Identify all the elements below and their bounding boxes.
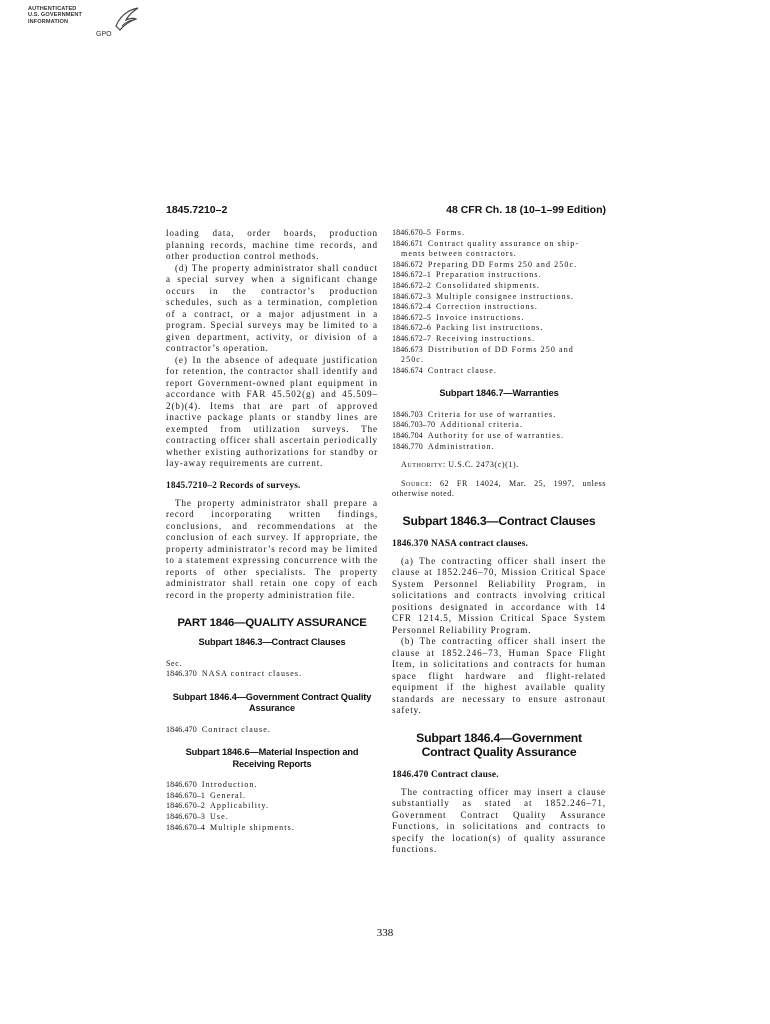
section-heading-1846-470: 1846.470 Contract clause. — [392, 769, 499, 780]
left-column — [166, 228, 378, 833]
toc-item: 1846.672–5 Invoice instructions. — [392, 312, 525, 322]
toc-item: 1846.673 Distribution of DD Forms 250 and 250c. — [392, 344, 574, 365]
running-head-title: 48 CFR Ch. 18 (10–1–99 Edition) — [446, 204, 606, 216]
toc-item: 1846.703–70 Additional criteria. — [392, 420, 523, 430]
sec-label: Sec. — [166, 658, 182, 668]
toc-item: 1846.672–2 Consolidated shipments. — [392, 280, 540, 290]
eagle-icon — [112, 6, 140, 32]
paragraph-a: (a) The contracting officer shall insert the clause at 1852.246–70, Mission Critical Space System Personnel Reliability Program, in solicitations and contracts involving critical positions designated in accordance with 14 CFR 1214.5, Mission Critical Space System Personnel Reliability Program. — [392, 555, 606, 635]
toc-item: 1846.370 NASA contract clauses. — [166, 669, 303, 679]
toc-item: 1846.770 Administration. — [392, 441, 495, 451]
paragraph-e: (e) In the absence of adequate justification for retention, the contractor shall identify and report Government-owned plant equipment in accordance with FAR 45.502(g) and 45.509–2(b)(4). Items that are part of approved inactive package plants or standby lines are exempted from utilization surveys. The contracting officer shall ascertain periodically whether existing authorizations for standby or lay-away requirements are current. — [166, 354, 378, 468]
subpart-heading-4: Subpart 1846.4—Government Contract Quality Assurance — [172, 691, 372, 714]
toc-item: 1846.670–2 Applicability. — [166, 801, 270, 811]
page-number: 338 — [376, 927, 394, 939]
source-note: Source: 62 FR 14024, Mar. 25, 1997, unless otherwise noted. — [392, 478, 606, 499]
paragraph-1846-470: The contracting officer may insert a clause substantially as stated at 1852.246–71, Government Contract Quality Assurance Functions, in solicitations and contracts to specify the location(s) of quality assurance functions. — [392, 786, 606, 855]
subpart-heading-4-body: Subpart 1846.4—Government Contract Quality Assurance — [416, 730, 582, 759]
toc-subpart-4 — [166, 725, 378, 736]
authority-note: Authority: U.S.C. 2473(c)(1). — [401, 460, 519, 470]
toc-item: 1846.672–4 Correction instructions. — [392, 302, 538, 312]
toc-item: 1846.670–4 Multiple shipments. — [166, 822, 295, 832]
subpart-heading-7: Subpart 1846.7—Warranties — [439, 388, 559, 399]
toc-item: 1846.672 Preparing DD Forms 250 and 250c. — [392, 259, 578, 269]
toc-item: 1846.672–6 Packing list instructions. — [392, 323, 544, 333]
toc-item: 1846.672–7 Receiving instructions. — [392, 333, 536, 343]
part-heading: PART 1846—QUALITY ASSURANCE — [177, 617, 367, 629]
toc-item: 1846.670–1 General. — [166, 790, 247, 800]
toc-subpart-7 — [392, 410, 606, 452]
toc-item: 1846.703 Criteria for use of warranties. — [392, 409, 557, 419]
logo-text: AUTHENTICATED U.S. GOVERNMENT INFORMATION — [28, 6, 83, 25]
toc-subpart-6 — [166, 780, 378, 833]
paragraph-b: (b) The contracting officer shall insert the clause at 1852.246–73, Human Space Flight Item, in solicitations and contracts for human space flight hardware and flight-related equipment if the highest available quality standards are necessary to ensure astronaut safety. — [392, 636, 606, 716]
toc-subpart-3 — [166, 669, 378, 680]
section-heading-records-of-surveys: 1845.7210–2 Records of surveys. — [166, 480, 301, 491]
running-head-section: 1845.7210–2 — [166, 204, 228, 216]
toc-item: 1846.671 Contract quality assurance on ship- ments between contractors. — [392, 238, 580, 259]
toc-item: 1846.674 Contract clause. — [392, 365, 497, 375]
gpo-label: GPO — [96, 31, 112, 38]
running-head — [166, 204, 606, 218]
paragraph-d: (d) The property administrator shall conduct a special survey when a significant change occurs in the contractor’s production schedules, such as a termination, completion of a contract, or a major adjustment in a program. Special surveys may be limited to a given department, activity, or division of a contractor’s operation. — [166, 262, 378, 353]
subpart-heading-6: Subpart 1846.6—Material Inspection and Receiving Reports — [185, 747, 359, 769]
toc-subpart-6-continued — [392, 228, 606, 376]
toc-item: 1846.670 Introduction. — [166, 780, 258, 790]
section-heading-1846-370: 1846.370 NASA contract clauses. — [392, 538, 529, 549]
toc-item: 1846.704 Authority for use of warranties. — [392, 431, 565, 440]
gpo-authentication-logo — [28, 6, 143, 42]
toc-item: 1846.470 Contract clause. — [166, 724, 271, 734]
toc-item: 1846.672–3 Multiple consignee instructions. — [392, 291, 575, 301]
subpart-heading-3: Subpart 1846.3—Contract Clauses — [198, 637, 346, 647]
paragraph-records-of-surveys: The property administrator shall prepare a record incorporating written findings, conclusions, and recommendations at the conclusion of each survey. If appropriate, the property administrator’s record may be limited to a statement expressing concurrence with the reports of other specialists. The property administrator shall retain one copy of each record in the property administration file. — [166, 497, 378, 600]
subpart-heading-3-body: Subpart 1846.3—Contract Clauses — [402, 513, 596, 528]
toc-item: 1846.670–5 Forms. — [392, 228, 466, 237]
right-column — [392, 228, 606, 856]
paragraph-continued: loading data, order boards, production planning records, machine time records, and other production control methods. — [166, 228, 378, 261]
toc-item: 1846.672–1 Preparation instructions. — [392, 270, 542, 280]
toc-item: 1846.670–3 Use. — [166, 812, 229, 822]
